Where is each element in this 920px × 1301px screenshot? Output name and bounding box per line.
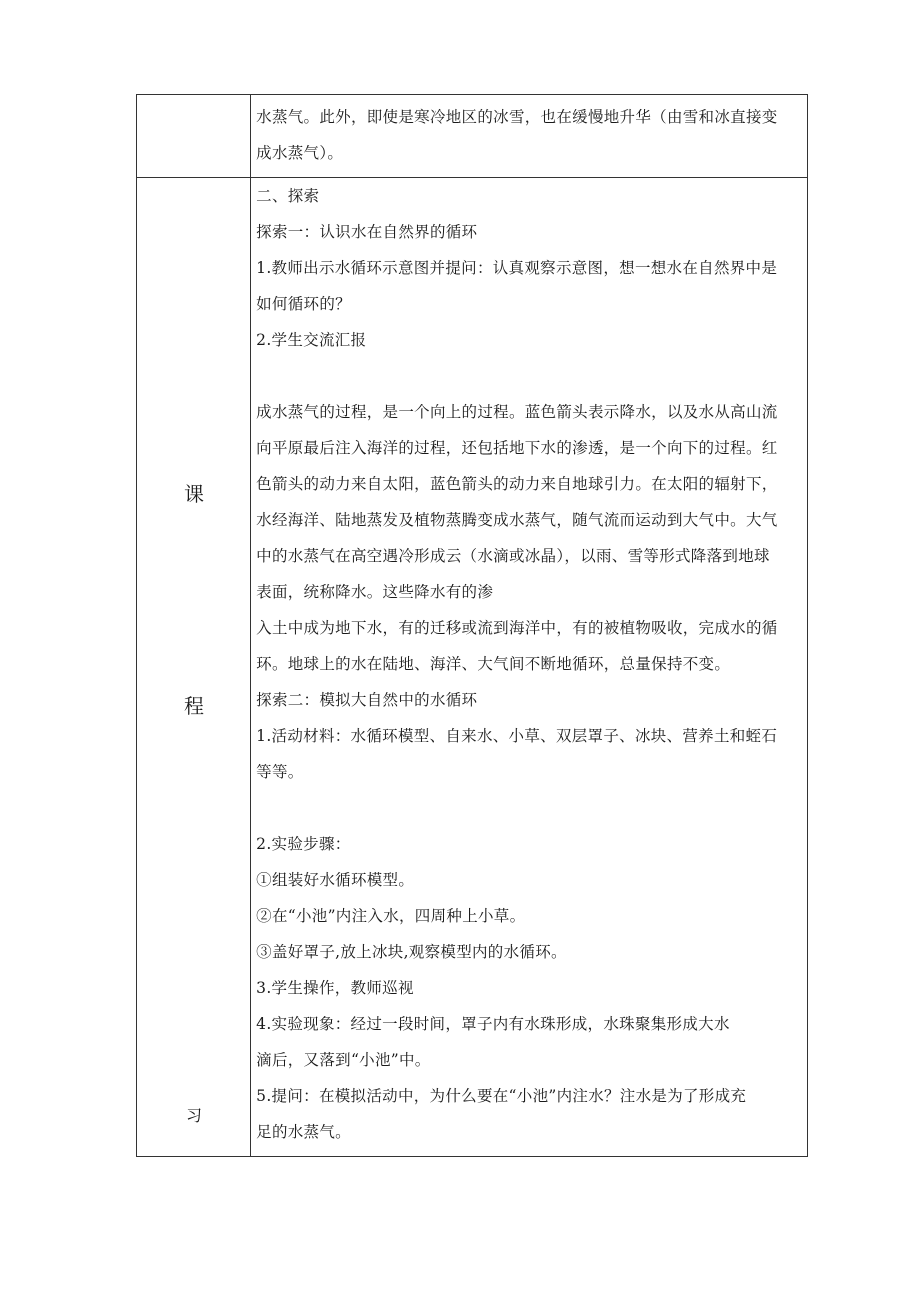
table-row [137,178,808,1157]
text-line: 中的水蒸气在高空遇冷形成云（水滴或冰晶），以雨、雪等形式降落到地球 [256,547,770,565]
subheading-line: 探索一：认识水在自然界的循环 [256,223,478,241]
lesson-table [136,94,808,1157]
text-line: 成水蒸气）。 [256,144,344,162]
text-line: 1.教师出示水循环示意图并提问：认真观察示意图，想一想水在自然界中是 [256,259,778,277]
label-cell-empty [137,95,251,178]
text-line: 环。地球上的水在陆地、海洋、大气间不断地循环，总量保持不变。 [256,655,731,673]
section-label-char: 程 [184,694,204,718]
text-line: 向平原最后注入海洋的过程，还包括地下水的渗透，是一个向下的过程。红 [256,439,778,457]
text-line: 色箭头的动力来自太阳，蓝色箭头的动力来自地球引力。在太阳的辐射下， [256,475,778,493]
text-line: 2.实验步骤： [256,835,351,853]
blank-line [256,358,802,394]
text-line: 入土中成为地下水，有的迁移或流到海洋中，有的被植物吸收，完成水的循 [256,619,778,637]
text-line: 1.活动材料：水循环模型、自来水、小草、双层罩子、冰块、营养土和蛭石 [256,727,778,745]
blank-line [256,790,802,826]
section-label-cell [137,178,251,1157]
text-line: 成水蒸气的过程，是一个向上的过程。蓝色箭头表示降水，以及水从高山流 [256,403,778,421]
text-line: 如何循环的？ [256,295,351,313]
section-label-char: 习 [185,1106,202,1125]
section-label-char: 课 [184,482,204,506]
text-line: 3.学生操作，教师巡视 [256,979,414,997]
text-line: 水蒸气。此外，即使是寒冷地区的冰雪，也在缓慢地升华（由雪和冰直接变 [256,108,778,126]
text-line: 滴后，又落到“小池”中。 [256,1051,431,1069]
subheading-line: 探索二：模拟大自然中的水循环 [256,691,478,709]
text-line: 水经海洋、陆地蒸发及植物蒸腾变成水蒸气，随气流而运动到大气中。大气 [256,511,778,529]
text-line: 4.实验现象：经过一段时间，罩子内有水珠形成，水珠聚集形成大水 [256,1015,730,1033]
table-row [137,95,808,178]
heading-line: 二、探索 [256,187,320,205]
content-cell [251,95,808,178]
text-line: 表面，统称降水。这些降水有的渗 [256,583,494,601]
text-line: 2.学生交流汇报 [256,331,367,349]
text-line: ①组装好水循环模型。 [256,871,415,889]
text-line: 5.提问：在模拟活动中，为什么要在“小池”内注水？注水是为了形成充 [256,1087,747,1105]
text-line: ③盖好罩子,放上冰块,观察模型内的水循环。 [256,943,567,961]
text-line: ②在“小池”内注入水，四周种上小草。 [256,907,526,925]
content-cell [251,178,808,1157]
text-line: 等等。 [256,763,304,781]
text-line: 足的水蒸气。 [256,1123,351,1141]
